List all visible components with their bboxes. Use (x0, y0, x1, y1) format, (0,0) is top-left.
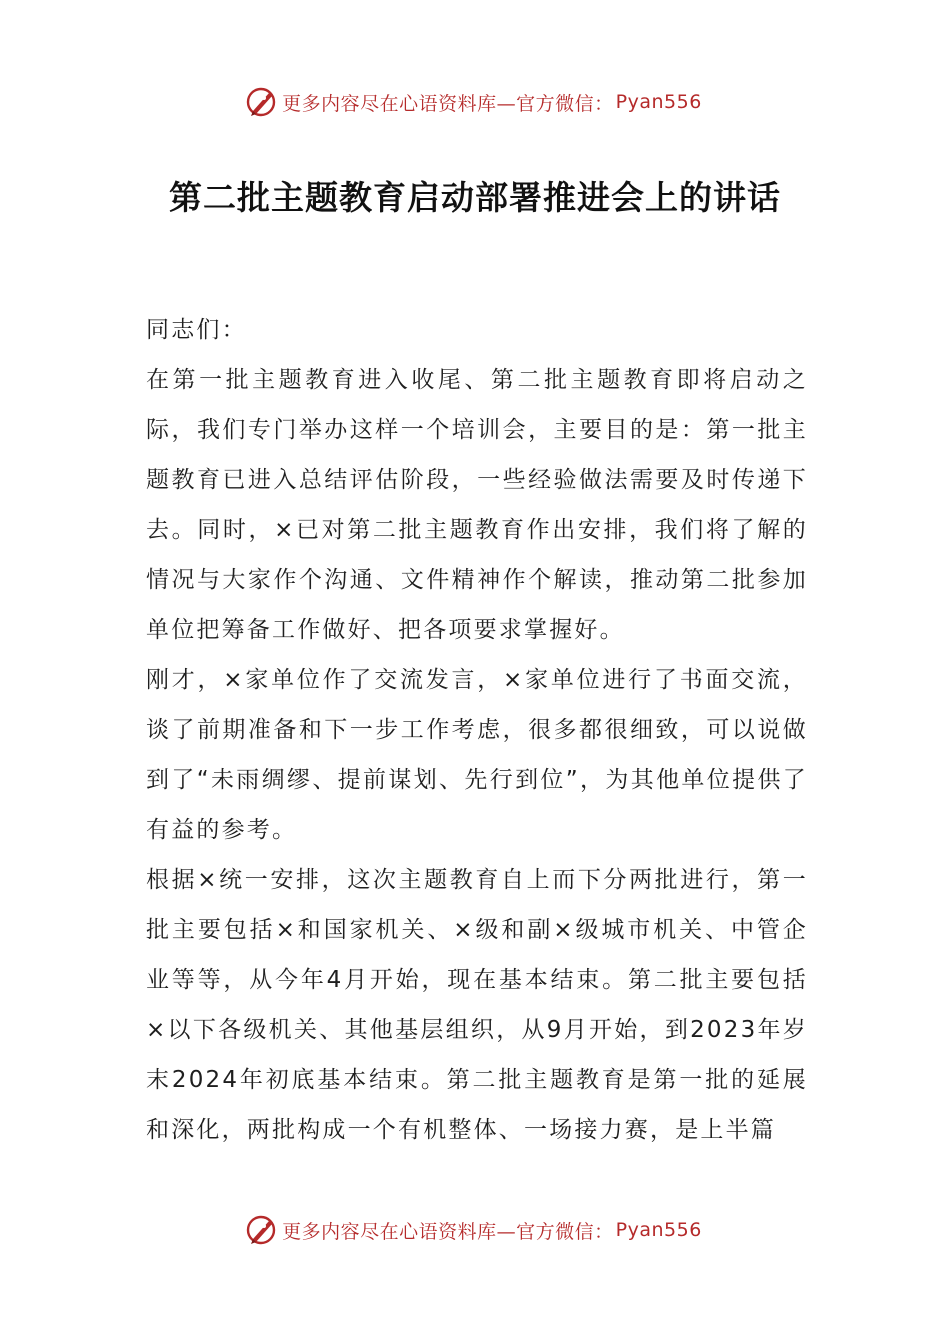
paragraph-2: 刚才，×家单位作了交流发言，×家单位进行了书面交流，谈了前期准备和下一步工作考虑，很多都很细致，可以说做到了“未雨绸缪、提前谋划、先行到位”，为其他单位提供了有益的参考。 (146, 667, 808, 843)
footer-banner (0, 1210, 950, 1250)
footer-wechat-id: Pyan556 (615, 1219, 702, 1241)
pen-logo-icon (244, 1213, 278, 1247)
paragraph-3: 根据×统一安排，这次主题教育自上而下分两批进行，第一批主要包括×和国家机关、×级和副×级城市机关、中管企业等等，从今年4月开始，现在基本结束。第二批主要包括×以下各级机关、其他基层组织，从9月开始，到2023年岁末2024年初底基本结束。第二批主题教育是第一批的延展和深化，两批构成一个有机整体、一场接力赛，是上半篇 (146, 867, 808, 1143)
salutation: 同志们： (146, 317, 247, 343)
header-banner (0, 82, 950, 122)
pen-logo-icon (244, 85, 278, 119)
footer-banner-text: 更多内容尽在心语资料库—官方微信： (282, 1220, 614, 1243)
paragraph-1: 在第一批主题教育进入收尾、第二批主题教育即将启动之际，我们专门举办这样一个培训会，主要目的是：第一批主题教育已进入总结评估阶段，一些经验做法需要及时传递下去。同时，×已对第二批主题教育作出安排，我们将了解的情况与大家作个沟通、文件精神作个解读，推动第二批参加单位把筹备工作做好、把各项要求掌握好。 (146, 367, 808, 643)
document-body (146, 305, 808, 1155)
document-title: 第二批主题教育启动部署推进会上的讲话 (169, 178, 781, 217)
header-banner-text: 更多内容尽在心语资料库—官方微信： (282, 92, 614, 115)
header-wechat-id: Pyan556 (615, 91, 702, 113)
